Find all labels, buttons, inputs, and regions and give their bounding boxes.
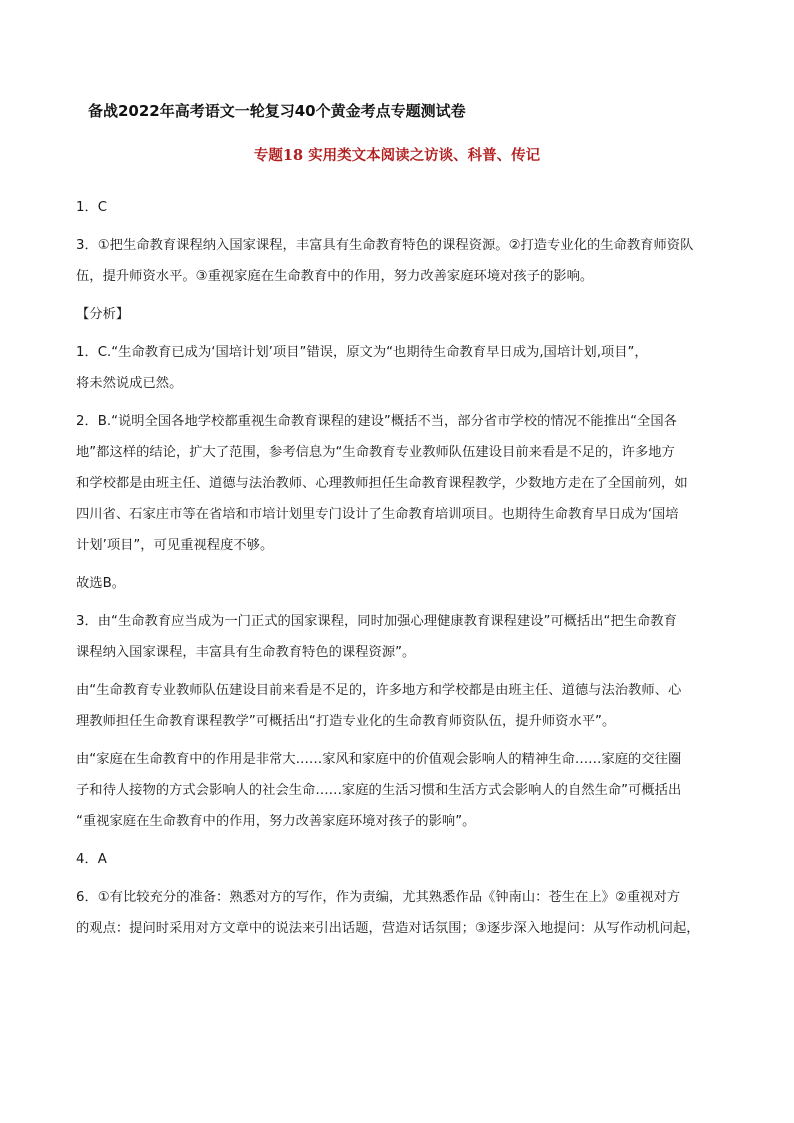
text-line: 1．C.“生命教育已成为‘国培计划’项目”错误，原文为“也期待生命教育早日成为‚国培计划‚项目”， <box>76 345 648 360</box>
text-line: 3．①把生命教育课程纳入国家课程，丰富具有生命教育特色的课程资源。②打造专业化的生命教育师资队 <box>76 238 694 253</box>
text-line: 故选B。 <box>76 576 126 591</box>
text-line: 【分析】 <box>76 307 130 322</box>
analysis-heading <box>76 299 728 330</box>
text-line: 6．①有比较充分的准备：熟悉对方的写作，作为责编，尤其熟悉作品《钟南山：苍生在上》②重视对方 <box>76 890 681 905</box>
text-line: “重视家庭在生命教育中的作用，努力改善家庭环境对孩子的影响”。 <box>76 814 476 829</box>
analysis-3-c <box>76 744 728 837</box>
text-line: 四川省、石家庄市等在省培和市培计划里专门设计了生命教育培训项目。也期待生命教育早日成为‘国培 <box>76 507 679 522</box>
text-line: 伍，提升师资水平。③重视家庭在生命教育中的作用，努力改善家庭环境对孩子的影响。 <box>76 269 594 284</box>
answer-6 <box>76 882 728 944</box>
text-line: 地”都这样的结论，扩大了范围，参考信息为“生命教育专业教师队伍建设目前来看是不足的，许多地方 <box>76 445 675 460</box>
text-line: 计划’项目”，可见重视程度不够。 <box>76 538 274 553</box>
text-line: 和学校都是由班主任、道德与法治教师、心理教师担任生命教育课程教学，少数地方走在了全国前列，如 <box>76 476 688 491</box>
analysis-2-conclusion <box>76 568 728 599</box>
text-line: 子和待人接物的方式会影响人的社会生命……家庭的生活习惯和生活方式会影响人的自然生命”可概括出 <box>76 783 682 798</box>
analysis-3-b <box>76 675 728 737</box>
answer-1 <box>76 192 728 223</box>
text-line: 由“生命教育专业教师队伍建设目前来看是不足的，许多地方和学校都是由班主任、道德与法治教师、心 <box>76 683 682 698</box>
text-line: 4．A <box>76 852 107 867</box>
analysis-3-a <box>76 606 728 668</box>
text-line: 3．由“生命教育应当成为一门正式的国家课程，同时加强心理健康教育课程建设”可概括出“把生命教育 <box>76 614 677 629</box>
text-line: 1．C <box>76 200 108 215</box>
text-line: 理教师担任生命教育课程教学”可概括出“打造专业化的生命教育师资队伍，提升师资水平”。 <box>76 714 616 729</box>
analysis-2 <box>76 406 728 561</box>
text-line: 由“家庭在生命教育中的作用是非常大……家风和家庭中的价值观会影响人的精神生命……家庭的交往圈 <box>76 752 682 767</box>
answer-4 <box>76 844 728 875</box>
text-line: 将未然说成已然。 <box>76 376 183 391</box>
document-subtitle: 专题18 实用类文本阅读之访谈、科普、传记 <box>253 147 541 164</box>
document-title: 备战2022年高考语文一轮复习40个黄金考点专题测试卷 <box>88 102 466 120</box>
answer-3 <box>76 230 728 292</box>
text-line: 课程纳入国家课程，丰富具有生命教育特色的课程资源”。 <box>76 645 416 660</box>
document-body <box>76 192 728 951</box>
text-line: 2．B.“说明全国各地学校都重视生命教育课程的建设”概括不当，部分省市学校的情况不能推出“全国各 <box>76 414 677 429</box>
text-line: 的观点：提问时采用对方文章中的说法来引出话题，营造对话氛围；③逐步深入地提问：从写作动机问起， <box>76 921 700 936</box>
analysis-1 <box>76 337 728 399</box>
